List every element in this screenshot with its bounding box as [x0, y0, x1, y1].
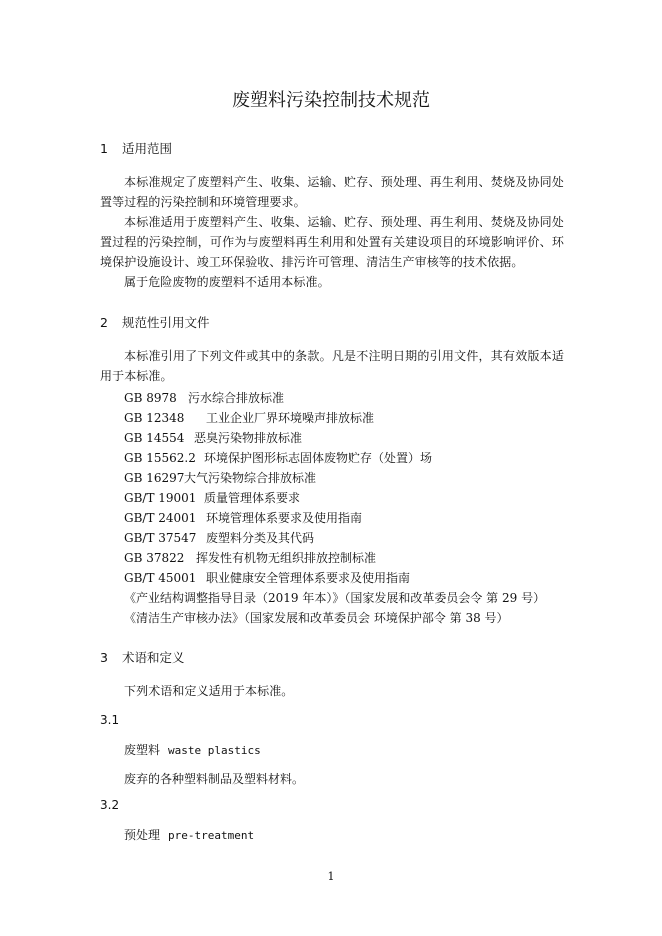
section-number: 1	[100, 141, 108, 156]
reference-name: 废塑料分类及其代码	[206, 531, 315, 545]
reference-item	[124, 489, 300, 506]
reference-code: GB/T 37547	[124, 531, 197, 545]
reference-code: GB 37822	[124, 551, 185, 565]
reference-item	[124, 569, 410, 586]
reference-name: 大气污染物综合排放标准	[184, 471, 317, 485]
reference-item	[124, 549, 376, 566]
reference-extra: 《产业结构调整指导目录（2019 年本）》（国家发展和改革委员会令 第 29 号）	[124, 591, 546, 605]
section-title: 规范性引用文件	[121, 315, 210, 330]
section-2-heading	[100, 313, 210, 331]
section-3-heading	[100, 648, 185, 666]
reference-name: 职业健康安全管理体系要求及使用指南	[206, 571, 411, 585]
reference-code: GB 14554	[124, 431, 185, 445]
term-number: 3.1	[100, 713, 120, 727]
document-title: 废塑料污染控制技术规范	[232, 90, 430, 111]
reference-extra: 《清洁生产审核办法》（国家发展和改革委员会 环境保护部令 第 38 号）	[124, 611, 509, 625]
reference-code: GB/T 24001	[124, 511, 197, 525]
term-chinese: 预处理	[124, 828, 161, 842]
term-english: pre-treatment	[168, 829, 255, 842]
reference-code: GB 16297	[124, 471, 185, 485]
reference-code: GB 15562.2	[124, 451, 196, 465]
reference-name: 污水综合排放标准	[188, 391, 285, 405]
reference-item	[124, 409, 374, 426]
reference-code: GB 12348	[124, 411, 185, 425]
paragraph: 本标准引用了下列文件或其中的条款。凡是不注明日期的引用文件，其有效版本适用于本标准。	[100, 349, 564, 383]
reference-item	[124, 389, 284, 406]
paragraph: 本标准适用于废塑料产生、收集、运输、贮存、预处理、再生利用、焚烧及协同处置过程的污染控制，可作为与废塑料再生利用和处置有关建设项目的环境影响评价、环境保护设施设计、竣工环保验收、排污许可管理、清洁生产审核等的技术依据。	[100, 215, 564, 269]
reference-name: 环境保护图形标志固体废物贮存（处置）场	[204, 451, 433, 465]
section-1-heading	[100, 139, 172, 157]
reference-item	[124, 429, 302, 446]
paragraph: 本标准规定了废塑料产生、收集、运输、贮存、预处理、再生利用、焚烧及协同处置等过程的污染控制和环境管理要求。	[100, 175, 564, 209]
page-number: 1	[327, 870, 335, 883]
reference-item	[124, 449, 432, 466]
term-number: 3.2	[100, 798, 120, 812]
reference-item	[124, 469, 316, 486]
reference-code: GB/T 45001	[124, 571, 197, 585]
reference-name: 工业企业厂界环境噪声排放标准	[206, 411, 375, 425]
section-title: 术语和定义	[121, 650, 185, 665]
reference-code: GB 8978	[124, 391, 177, 405]
term-entry	[124, 741, 261, 758]
paragraph: 属于危险废物的废塑料不适用本标准。	[124, 275, 330, 289]
section-title: 适用范围	[121, 141, 172, 156]
paragraph: 下列术语和定义适用于本标准。	[124, 684, 294, 698]
term-chinese: 废塑料	[124, 743, 161, 757]
reference-name: 环境管理体系要求及使用指南	[206, 511, 363, 525]
reference-item	[124, 509, 362, 526]
reference-item	[124, 529, 314, 546]
term-english: waste plastics	[168, 744, 261, 757]
reference-name: 挥发性有机物无组织排放控制标准	[196, 551, 377, 565]
reference-name: 恶臭污染物排放标准	[194, 431, 303, 445]
section-number: 3	[100, 650, 108, 665]
reference-name: 质量管理体系要求	[204, 491, 301, 505]
reference-code: GB/T 19001	[124, 491, 197, 505]
section-number: 2	[100, 315, 108, 330]
term-definition: 废弃的各种塑料制品及塑料材料。	[124, 772, 305, 786]
term-entry	[124, 826, 254, 843]
